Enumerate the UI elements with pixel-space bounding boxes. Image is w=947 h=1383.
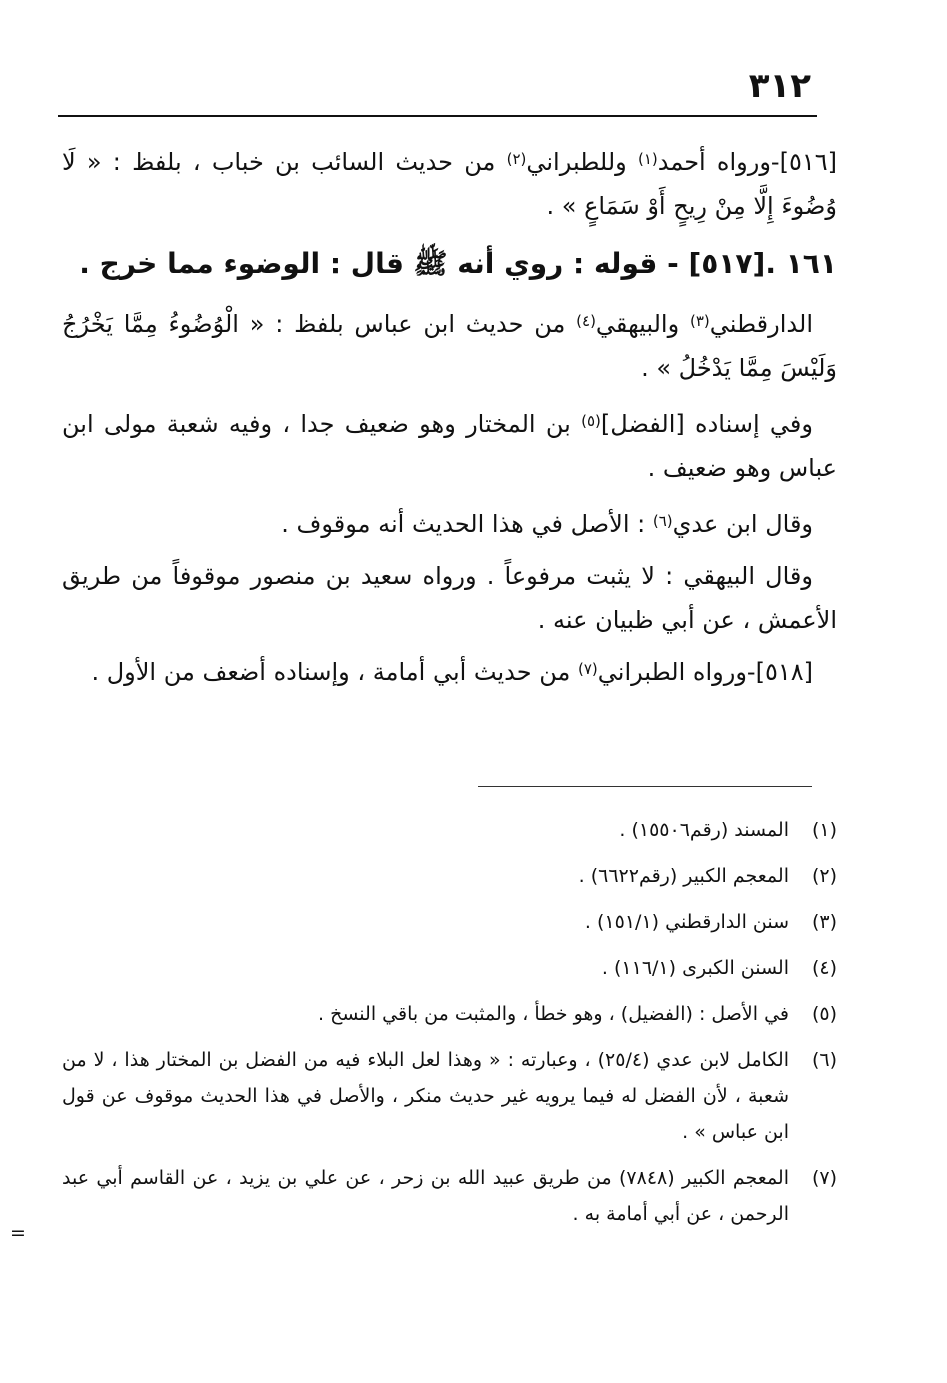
footnote [62,950,837,986]
text-run: وقال البيهقي : لا يثبت مرفوعاً . ورواه سعيد بن منصور موقوفاً من طريق الأعمش ، عن أبي ظبيان عنه . [62,562,837,634]
footnote-number: (٧) [811,1167,837,1189]
text-run: من حديث أبي أمامة ، وإسناده أضعف من الأول . [91,658,578,686]
footnote-marker: (٥) [581,412,601,430]
footnote-number: (٣) [811,911,837,933]
footnote-number: (٤) [811,957,837,979]
page-number: ٣١٢ [748,66,811,106]
footnote-text: المعجم الكبير (رقم٦٦٢٢) . [578,865,789,887]
text-run: وقال ابن عدي [672,510,813,538]
paragraph-isnad [62,402,837,490]
footnote-marker: (٧) [578,660,598,678]
footnote-text: سنن الدارقطني (١٥١/١) . [584,911,789,933]
text-run: والبيهقي [595,310,690,338]
text-run: من حديث ابن عباس بلفظ : « الْوُضُوءُ مِمَّا يَخْرُجُ وَلَيْسَ مِمَّا يَدْخُلُ » . [62,310,837,382]
footnote [62,858,837,894]
text-run: الدارقطني [709,310,813,338]
footnote-text: السنن الكبرى (١١٦/١) . [601,957,789,979]
footnote-text: المعجم الكبير (٧٨٤٨) من طريق عبيد الله بن زحر ، عن علي بن يزيد ، عن القاسم أبي عبد الرحمن ، عن أبي أمامة به . [62,1167,789,1225]
text-run: [٥١٨]-ورواه الطبراني [597,658,813,686]
footnote-rule [478,786,812,787]
heading-517 [62,240,837,288]
text-run: بن المختار وهو ضعيف جدا ، وفيه شعبة مولى ابن عباس وهو ضعيف . [62,410,837,482]
footnote-text: المسند (رقم١٥٥٠٦) . [619,819,789,841]
paragraph-daraqutni [62,302,837,390]
footnote [62,996,837,1032]
footnote-marker: (١) [637,150,658,168]
header-rule [58,115,817,117]
footnote-marker: (٦) [652,512,673,530]
footnote-number: (٦) [811,1049,837,1071]
footnote-marker: (٤) [576,312,596,330]
footnote [62,1160,837,1232]
footnote-number: (٢) [811,865,837,887]
text-run: [٥١٦]-ورواه أحمد [657,148,838,176]
paragraph-518 [62,650,837,694]
paragraph-ibn-adi [62,502,837,546]
footnote [62,904,837,940]
footnote [62,812,837,848]
footnote-marker: (٢) [506,150,527,168]
text-run: : الأصل في هذا الحديث أنه موقوف . [281,510,653,538]
text-run: وللطبراني [526,148,638,176]
text-run: وفي إسناده [الفضل] [600,410,813,438]
footnote-number: (٥) [811,1003,837,1025]
footnote [62,1042,837,1150]
paragraph-516 [62,140,837,228]
footnote-text: الكامل لابن عدي (٢٥/٤) ، وعبارته : « وهذا لعل البلاء فيه من الفضل بن المختار هذا ، لا من شعبة ، لأن الفضل له فيما يرويه غير حديث منكر ، والأصل في هذا الحديث موقوف عن قول ابن عباس » . [62,1049,790,1143]
paragraph-bayhaqi [62,554,837,642]
text-run: ١٦١ .[٥١٧] - قوله : روي أنه ﷺ قال : الوضوء مما خرج . [79,247,837,280]
footnote-number: (١) [811,819,837,841]
footnote-marker: (٣) [689,312,710,330]
continuation-mark: = [10,1222,26,1244]
main-text [62,140,837,706]
text-run: من حديث السائب بن خباب ، بلفظ : « لَا وُضُوءَ إِلَّا مِنْ رِيحٍ أَوْ سَمَاعٍ » . [62,148,837,220]
footnotes [62,812,837,1242]
footnote-text: في الأصل : (الفضيل) ، وهو خطأ ، والمثبت من باقي النسخ . [318,1003,789,1025]
